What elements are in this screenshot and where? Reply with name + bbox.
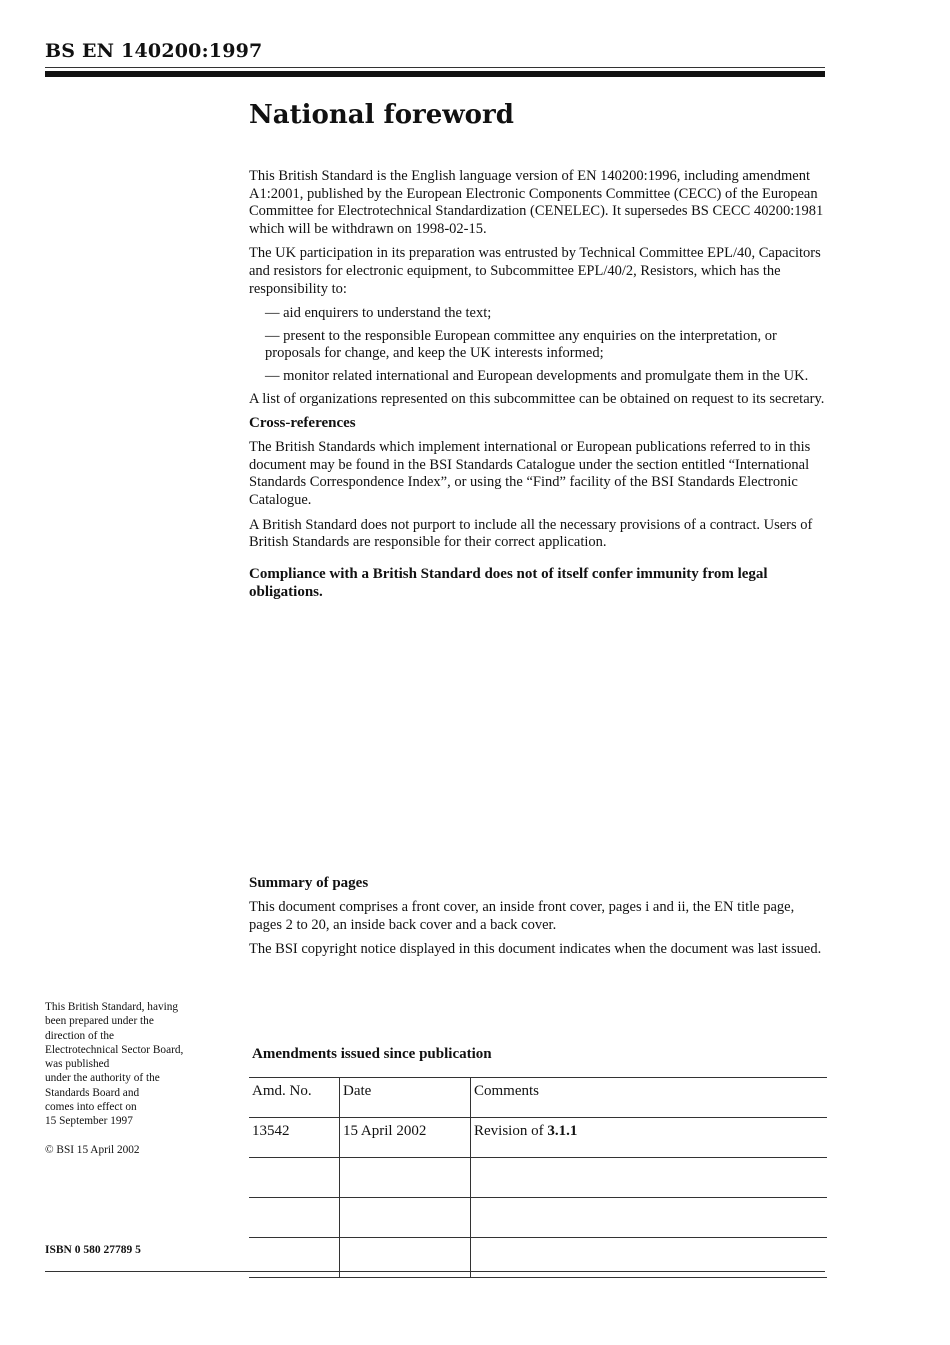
cross-references-heading: Cross-references — [249, 415, 356, 432]
amd-number-cell — [249, 1198, 340, 1238]
date-cell: 15 April 2002 — [340, 1118, 471, 1158]
publication-note-line: Standards Board and — [45, 1086, 140, 1099]
amd-number-cell — [249, 1158, 340, 1198]
comments-cell — [471, 1118, 828, 1158]
summary-heading: Summary of pages — [249, 875, 369, 891]
foreword-paragraph-1: This British Standard is the English language version of EN 140200:1996, including amendment A1:2001, published by the European Electronic Components Committee (CECC) of the European Committee for Electrotechnical Standardization (CENELEC). It supersedes BS CECC 40200:1981 which will be withdrawn on 1998-02-15. — [249, 168, 824, 237]
header-rule-thin — [45, 67, 825, 68]
foreword-title: National foreword — [249, 100, 514, 130]
list-item: — aid enquirers to understand the text; — [265, 305, 492, 322]
publication-note-line: Electrotechnical Sector Board, — [45, 1043, 184, 1056]
comments-cell — [471, 1198, 828, 1238]
foreword-paragraph-2: The UK participation in its preparation was entrusted by Technical Committee EPL/40, Capacitors and resistors for electronic equipment, to Subcommittee EPL/40/2, Resistors, which has the responsibility to: — [249, 245, 821, 297]
foreword-section — [249, 100, 827, 601]
column-header-comments: Comments — [471, 1078, 828, 1118]
document-id: BS EN 140200:1997 — [45, 40, 263, 62]
copyright-notice: © BSI 15 April 2002 — [45, 1143, 140, 1156]
publication-note-line: was published — [45, 1058, 110, 1071]
header-rule-thick — [45, 71, 825, 77]
publication-note — [45, 1000, 230, 1157]
publication-note-line: comes into effect on — [45, 1101, 137, 1114]
column-header-amd-no: Amd. No. — [249, 1078, 340, 1118]
summary-paragraph-2: The BSI copyright notice displayed in this document indicates when the document was last issued. — [249, 941, 822, 958]
list-item: — present to the responsible European committee any enquiries on the interpretation, or proposals for change, and keep the UK interests informed; — [265, 327, 777, 362]
compliance-statement: Compliance with a British Standard does not of itself confer immunity from legal obligations. — [249, 565, 768, 600]
amendments-table — [249, 1077, 827, 1278]
publication-note-line: direction of the — [45, 1029, 115, 1042]
publication-note-line: This British Standard, having — [45, 1001, 179, 1013]
comments-cell — [471, 1158, 828, 1198]
date-cell — [340, 1198, 471, 1238]
summary-paragraph-1: This document comprises a front cover, an inside front cover, pages i and ii, the EN title page, pages 2 to 20, an inside back cover and a back cover. — [249, 899, 795, 933]
summary-section — [249, 875, 827, 966]
clause-reference: 3.1.1 — [547, 1123, 578, 1139]
table-row — [249, 1118, 827, 1158]
amendments-title: Amendments issued since publication — [252, 1046, 492, 1062]
comment-text: Revision of — [474, 1123, 548, 1139]
column-header-date: Date — [340, 1078, 471, 1118]
table-row — [249, 1158, 827, 1198]
list-item: — monitor related international and European developments and promulgate them in the UK. — [265, 367, 809, 384]
publication-note-line: been prepared under the — [45, 1015, 154, 1028]
isbn: ISBN 0 580 27789 5 — [45, 1244, 141, 1256]
table-header-row — [249, 1078, 827, 1118]
date-cell — [340, 1158, 471, 1198]
foreword-paragraph-3: A list of organizations represented on this subcommittee can be obtained on request to its secretary. — [249, 390, 825, 407]
foreword-paragraph-5: A British Standard does not purport to include all the necessary provisions of a contract. Users of British Standards are responsible for their correct application. — [249, 516, 813, 551]
publication-note-line: 15 September 1997 — [45, 1115, 133, 1128]
footer-rule — [45, 1271, 825, 1272]
foreword-paragraph-4: The British Standards which implement international or European publications referred to in this document may be found in the BSI Standards Catalogue under the section entitled “International Standards Correspondence Index”, or using the “Find” facility of the BSI Standards Electronic Catalogue. — [249, 439, 811, 508]
amd-number-cell: 13542 — [249, 1118, 340, 1158]
publication-note-line: under the authority of the — [45, 1072, 160, 1085]
table-row — [249, 1198, 827, 1238]
